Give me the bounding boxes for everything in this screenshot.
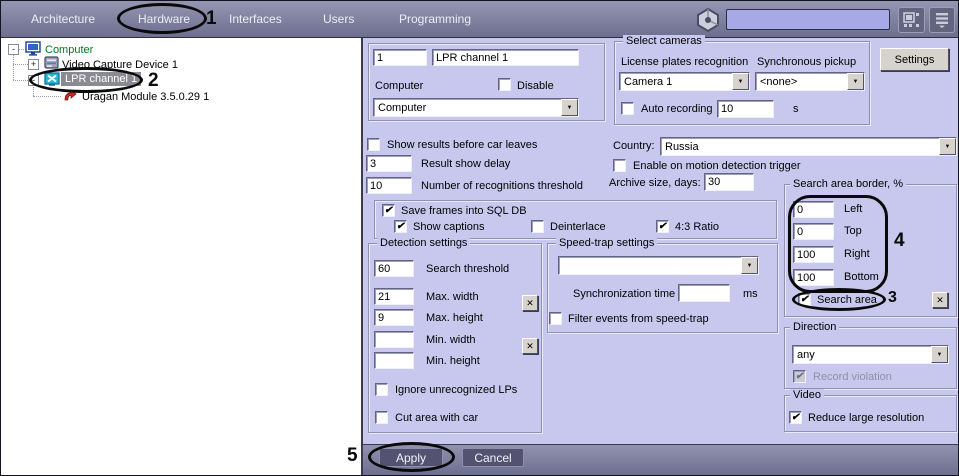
computer-label: Computer (375, 80, 424, 92)
filter-speed-trap-checkbox[interactable] (549, 312, 562, 325)
dropdown-arrow-icon: ▼ (939, 138, 956, 155)
annotation-number-2: 2 (148, 70, 159, 91)
disable-label: Disable (517, 80, 554, 92)
footer-bar (363, 444, 959, 476)
lpr-channel-icon (44, 72, 60, 89)
motion-trigger-label: Enable on motion detection trigger (633, 160, 801, 172)
show-results-label: Show results before car leaves (387, 139, 538, 151)
computer-icon (25, 41, 42, 59)
record-violation-label: Record violation (813, 371, 892, 383)
settings-button[interactable]: Settings (880, 48, 949, 71)
menu-item-interfaces[interactable]: Interfaces (229, 12, 282, 26)
country-label: Country: (613, 140, 655, 152)
filter-speed-trap-label: Filter events from speed-trap (568, 313, 709, 325)
tree-expander-lpr-channel[interactable]: - (28, 75, 39, 86)
tree-expander-computer[interactable]: - (8, 44, 19, 55)
channel-id-input[interactable] (373, 49, 427, 66)
max-width-label: Max. width (426, 291, 479, 303)
show-captions-checkbox[interactable]: ✔ (394, 220, 407, 233)
direction-select[interactable]: any ▼ (792, 345, 949, 364)
max-width-input[interactable] (374, 288, 414, 305)
clear-search-area-button[interactable]: ✕ (932, 292, 948, 308)
menu-item-users[interactable]: Users (323, 12, 355, 26)
annotation-number-3: 3 (888, 289, 897, 306)
search-area-label: Search area (817, 294, 877, 306)
video-capture-device-icon (44, 56, 60, 72)
border-bottom-label: Bottom (844, 271, 879, 283)
tree-expander-video-device[interactable]: + (28, 59, 39, 70)
tree-connector (33, 87, 34, 96)
layouts-icon (903, 12, 920, 28)
hardware-tree-panel (1, 38, 363, 476)
main-menu-button[interactable] (929, 7, 955, 33)
disable-checkbox[interactable] (498, 78, 511, 91)
auto-recording-checkbox[interactable] (621, 102, 634, 115)
deinterlace-label: Deinterlace (550, 221, 606, 233)
min-width-input[interactable] (374, 331, 414, 348)
cancel-button[interactable]: Cancel (462, 448, 524, 467)
cut-area-label: Cut area with car (395, 412, 479, 424)
dropdown-arrow-icon: ▼ (561, 99, 578, 116)
tree-item-computer[interactable]: Computer (45, 44, 94, 56)
border-left-label: Left (844, 203, 863, 215)
uragan-module-icon (63, 89, 77, 104)
lpr-camera-select[interactable]: Camera 1 ▼ (619, 72, 750, 91)
reduce-resolution-label: Reduce large resolution (808, 412, 925, 424)
tree-item-video-capture-device[interactable]: Video Capture Device 1 (62, 59, 178, 71)
border-top-label: Top (844, 225, 862, 237)
synchronization-time-label: Synchronization time (573, 288, 676, 300)
search-area-border-legend: Search area border, % (790, 178, 906, 190)
tree-connector (13, 55, 14, 80)
save-frames-sql-label: Save frames into SQL DB (401, 205, 527, 217)
tree-connector (13, 64, 28, 65)
motion-trigger-checkbox[interactable] (613, 159, 626, 172)
min-height-input[interactable] (374, 352, 414, 369)
border-top-input[interactable] (793, 223, 834, 240)
dropdown-arrow-icon: ▼ (847, 73, 864, 90)
search-input[interactable] (726, 9, 890, 30)
archive-size-label: Archive size, days: (609, 177, 701, 189)
clear-min-size-button[interactable]: ✕ (522, 338, 538, 354)
result-show-delay-label: Result show delay (421, 158, 511, 170)
tree-connector (33, 96, 61, 97)
max-height-input[interactable] (374, 309, 414, 326)
ignore-unrecognized-label: Ignore unrecognized LPs (395, 384, 518, 396)
speed-trap-legend: Speed-trap settings (556, 237, 657, 249)
annotation-number-4: 4 (894, 230, 905, 251)
channel-name-input[interactable] (432, 49, 579, 66)
top-menu-bar (1, 1, 959, 38)
dropdown-arrow-icon: ▼ (732, 73, 749, 90)
tree-item-uragan-module[interactable]: Uragan Module 3.5.0.29 1 (82, 91, 210, 103)
search-area-checkbox[interactable]: ✔ (798, 293, 811, 306)
license-plates-recognition-label: License plates recognition (621, 56, 749, 68)
reduce-resolution-checkbox[interactable]: ✔ (789, 411, 802, 424)
archive-size-input[interactable] (704, 173, 754, 191)
seconds-label: s (793, 103, 799, 115)
border-right-label: Right (844, 248, 870, 260)
dropdown-arrow-icon: ▼ (931, 346, 948, 363)
ms-label: ms (743, 288, 758, 300)
cut-area-checkbox[interactable] (375, 411, 388, 424)
deinterlace-checkbox[interactable] (531, 220, 544, 233)
border-bottom-input[interactable] (793, 269, 834, 286)
tree-item-lpr-channel-selected[interactable]: LPR channel 1 (61, 72, 141, 86)
menu-item-architecture[interactable]: Architecture (31, 12, 96, 26)
synchronous-pickup-label: Synchronous pickup (757, 56, 857, 68)
show-results-checkbox[interactable] (367, 138, 380, 151)
menu-item-programming[interactable]: Programming (399, 12, 472, 26)
recognitions-threshold-label: Number of recognitions threshold (421, 180, 584, 192)
recognitions-threshold-input[interactable] (366, 177, 412, 194)
save-frames-sql-checkbox[interactable]: ✔ (382, 204, 395, 217)
synchronization-time-input[interactable] (678, 284, 730, 302)
direction-legend: Direction (790, 321, 839, 333)
detection-settings-legend: Detection settings (377, 237, 470, 249)
select-cameras-legend: Select cameras (623, 35, 705, 47)
border-right-input[interactable] (793, 246, 834, 263)
ratio-checkbox[interactable]: ✔ (656, 220, 669, 233)
hexagon-emblem-icon (694, 7, 722, 33)
auto-recording-label: Auto recording (641, 103, 713, 115)
menu-lines-icon (935, 12, 949, 28)
annotation-number-1: 1 (206, 8, 217, 29)
layouts-button[interactable] (898, 7, 925, 33)
speed-trap-select[interactable] (558, 256, 759, 275)
apply-button[interactable]: Apply (379, 448, 443, 467)
sync-pickup-select[interactable]: <none> ▼ (755, 72, 865, 91)
show-captions-label: Show captions (413, 221, 485, 233)
ratio-label: 4:3 Ratio (675, 221, 720, 233)
min-height-label: Min. height (426, 355, 480, 367)
tree-connector (13, 80, 28, 81)
result-show-delay-input[interactable] (366, 155, 412, 172)
max-height-label: Max. height (426, 312, 483, 324)
search-threshold-input[interactable] (374, 260, 414, 277)
border-left-input[interactable] (793, 201, 834, 218)
video-legend: Video (790, 389, 824, 401)
dropdown-arrow-icon: ▼ (741, 257, 758, 274)
auto-recording-time-input[interactable] (717, 100, 774, 118)
menu-item-hardware[interactable]: Hardware (138, 12, 191, 26)
country-select[interactable]: Russia ▼ (660, 137, 957, 156)
annotation-number-5: 5 (347, 445, 358, 466)
min-width-label: Min. width (426, 334, 476, 346)
search-threshold-label: Search threshold (426, 263, 510, 275)
record-violation-checkbox: ✔ (793, 370, 806, 383)
clear-max-size-button[interactable]: ✕ (522, 295, 538, 311)
ignore-unrecognized-checkbox[interactable] (375, 383, 388, 396)
computer-select[interactable]: Computer ▼ (373, 98, 579, 117)
